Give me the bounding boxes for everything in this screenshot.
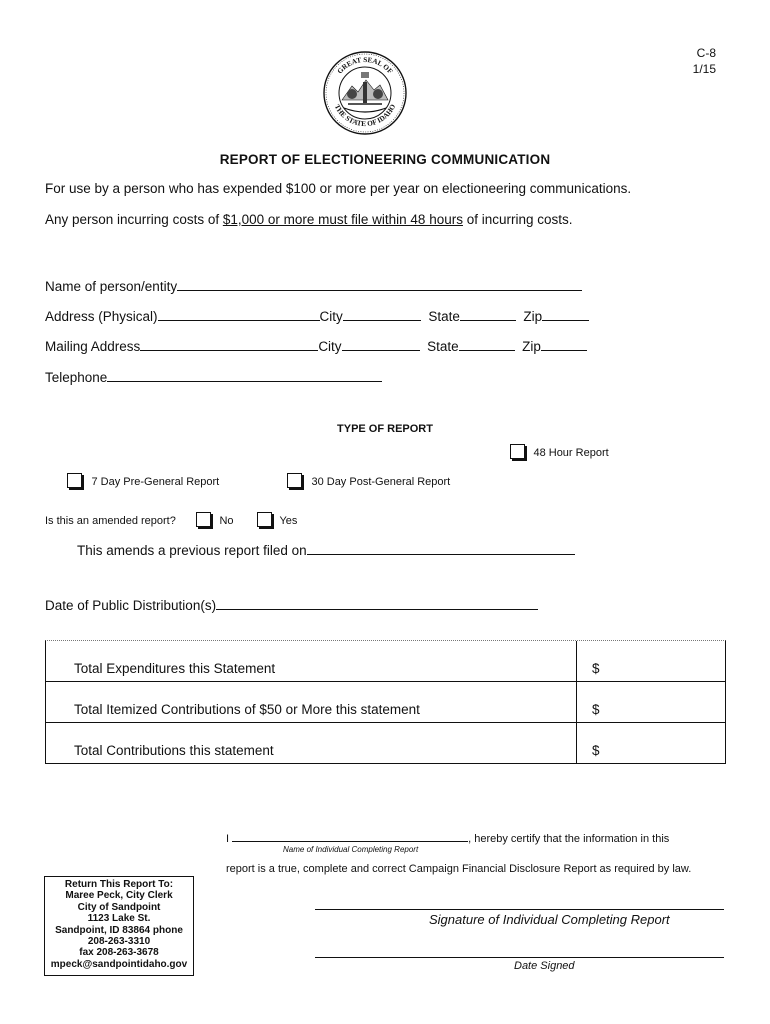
telephone-input-line[interactable]: [107, 369, 382, 382]
date-signed-caption: Date Signed: [514, 960, 575, 972]
certification-text-1: , hereby certify that the information in this: [468, 833, 670, 845]
mailing-address-input-line[interactable]: [140, 338, 318, 351]
return-email[interactable]: mpeck@sandpointidaho.gov: [50, 958, 188, 970]
table-row: [46, 723, 725, 763]
signature-line[interactable]: [315, 909, 724, 910]
return-phone-number: 208-263-3310: [87, 936, 151, 948]
table-row: [46, 641, 725, 682]
checkbox-amended-yes[interactable]: [257, 512, 272, 527]
amended-question: Is this an amended report?: [45, 515, 176, 527]
option-30-day: [287, 472, 450, 490]
physical-zip-label: Zip: [523, 309, 543, 324]
certifier-name-input-line[interactable]: [232, 831, 468, 842]
telephone-label: Telephone: [45, 370, 108, 385]
mailing-address-label: Mailing Address: [45, 339, 141, 354]
option-amended-no: [196, 511, 234, 529]
mailing-state-input-line[interactable]: [459, 338, 515, 351]
total-expenditures-label: Total Expenditures this Statement: [74, 661, 276, 676]
svg-text:GREAT SEAL OF: GREAT SEAL OF: [335, 55, 395, 76]
return-org: City of Sandpoint: [77, 901, 161, 913]
amends-previous-label: This amends a previous report filed on: [77, 543, 307, 558]
report-type-heading: TYPE OF REPORT: [337, 423, 433, 435]
date-signed-line[interactable]: [315, 957, 724, 958]
physical-city-input-line[interactable]: [343, 308, 421, 321]
certifier-name-caption: Name of Individual Completing Report: [283, 845, 419, 854]
mailing-city-input-line[interactable]: [342, 338, 420, 351]
label-7-day: 7 Day Pre-General Report: [91, 476, 220, 488]
distribution-input-line[interactable]: [216, 597, 538, 610]
total-contributions-label: Total Contributions this statement: [74, 743, 274, 758]
physical-zip-input-line[interactable]: [542, 308, 589, 321]
checkbox-amended-no[interactable]: [196, 512, 211, 527]
page-title: REPORT OF ELECTIONEERING COMMUNICATION: [219, 152, 551, 167]
certification-line-1: [226, 831, 669, 845]
return-fax: fax 208-263-3678: [79, 947, 159, 959]
return-city-phone: Sandpoint, ID 83864 phone: [55, 924, 183, 936]
label-30-day: 30 Day Post-General Report: [311, 476, 451, 488]
total-expenditures-amount[interactable]: $: [592, 661, 600, 676]
total-itemized-contributions-amount[interactable]: $: [592, 702, 600, 717]
telephone-row: [45, 369, 382, 385]
physical-address-label: Address (Physical): [45, 309, 158, 324]
intro-line-2: Any person incurring costs of $1,000 or more must file within 48 hours of incurring costs.: [45, 212, 573, 227]
checkbox-7-day-pre-general[interactable]: [67, 473, 82, 488]
option-48-hour: [510, 443, 609, 461]
mailing-zip-label: Zip: [522, 339, 541, 354]
mailing-state-label: State: [427, 339, 459, 354]
mailing-address-row: [45, 338, 587, 354]
label-yes: Yes: [279, 515, 298, 527]
svg-text:THE STATE OF IDAHO: THE STATE OF IDAHO: [332, 103, 398, 129]
form-code: C-8: [696, 46, 716, 60]
checkbox-48-hour[interactable]: [510, 444, 525, 459]
physical-state-label: State: [428, 309, 460, 324]
physical-address-input-line[interactable]: [158, 308, 320, 321]
label-no: No: [219, 515, 234, 527]
checkbox-30-day-post-general[interactable]: [287, 473, 302, 488]
return-heading: Return This Report To:: [64, 879, 174, 890]
state-seal-logo: [322, 50, 408, 136]
name-label: Name of person/entity: [45, 279, 178, 294]
name-input-line[interactable]: [177, 278, 582, 291]
mailing-city-label: City: [318, 339, 342, 354]
mailing-zip-input-line[interactable]: [541, 338, 587, 351]
totals-table: [45, 640, 726, 764]
certification-line-2: report is a true, complete and correct Campaign Financial Disclosure Report as required by law.: [226, 863, 692, 875]
total-contributions-amount[interactable]: $: [592, 743, 600, 758]
option-amended-yes: [257, 511, 297, 529]
deadline-emphasis: $1,000 or more must file within 48 hours: [222, 212, 463, 227]
distribution-row: [45, 597, 538, 613]
name-field-row: [45, 278, 582, 294]
certification-pronoun: I: [226, 833, 230, 845]
amends-previous-input-line[interactable]: [307, 542, 575, 555]
intro-line-1: For use by a person who has expended $100 or more per year on electioneering communications.: [45, 181, 632, 196]
return-address-box: [44, 876, 194, 976]
physical-state-input-line[interactable]: [460, 308, 516, 321]
amends-previous-row: [77, 542, 575, 558]
return-street: 1123 Lake St.: [87, 913, 151, 925]
total-itemized-contributions-label: Total Itemized Contributions of $50 or More this statement: [74, 702, 420, 717]
physical-address-row: [45, 308, 589, 324]
distribution-label: Date of Public Distribution(s): [45, 598, 217, 613]
label-48-hour: 48 Hour Report: [533, 447, 609, 459]
option-7-day: [67, 472, 219, 490]
signature-caption: Signature of Individual Completing Report: [429, 912, 670, 927]
table-row: [46, 682, 725, 723]
form-date: 1/15: [692, 62, 716, 76]
return-name: Maree Peck, City Clerk: [65, 890, 173, 902]
physical-city-label: City: [319, 309, 343, 324]
